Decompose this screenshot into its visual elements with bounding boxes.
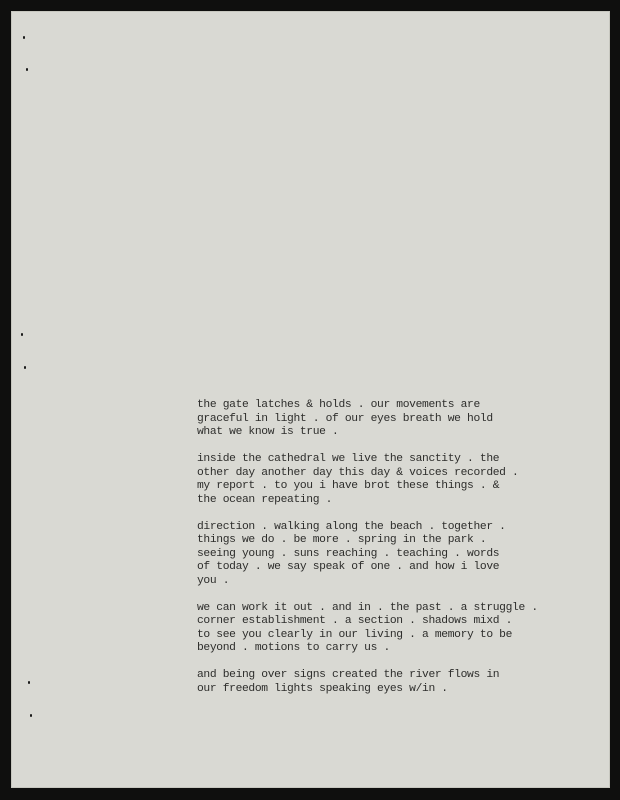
poem-line: seeing young . suns reaching . teaching . words (197, 547, 500, 560)
stanza-2 (197, 453, 538, 507)
poem-line: other day another day this day & voices recorded . (197, 466, 519, 479)
punch-mark (30, 714, 32, 717)
poem-line: graceful in light . of our eyes breath we hold (197, 412, 493, 425)
poem-line: beyond . motions to carry us . (197, 642, 390, 654)
paper-page (11, 11, 610, 788)
poem-line: inside the cathedral we live the sanctity . the (197, 453, 500, 465)
poem-line: things we do . be more . spring in the park . (197, 534, 487, 546)
poem-line: and being over signs created the river flows in (197, 669, 500, 681)
poem-line: the gate latches & holds . our movements are (197, 399, 480, 411)
poem-line: what we know is true . (197, 426, 339, 438)
poem-line: you . (197, 574, 230, 587)
punch-mark (28, 681, 30, 684)
punch-mark (26, 68, 28, 71)
poem-body (197, 399, 538, 710)
poem-line: of today . we say speak of one . and how i love (197, 561, 500, 573)
stanza-4 (197, 602, 538, 656)
poem-line: to see you clearly in our living . a memory to be (197, 628, 513, 641)
punch-mark (21, 333, 23, 336)
poem-line: direction . walking along the beach . together . (197, 520, 506, 533)
poem-line: our freedom lights speaking eyes w/in . (197, 682, 448, 695)
poem-line: we can work it out . and in . the past . a struggle . (197, 601, 538, 614)
punch-mark (24, 366, 26, 369)
stanza-5 (197, 669, 538, 696)
punch-mark (23, 36, 25, 39)
poem-line: corner establishment . a section . shadows mixd . (197, 615, 513, 627)
poem-line: the ocean repeating . (197, 493, 333, 506)
stanza-3 (197, 521, 538, 589)
stanza-1 (197, 399, 538, 440)
poem-line: my report . to you i have brot these things . & (197, 480, 500, 492)
